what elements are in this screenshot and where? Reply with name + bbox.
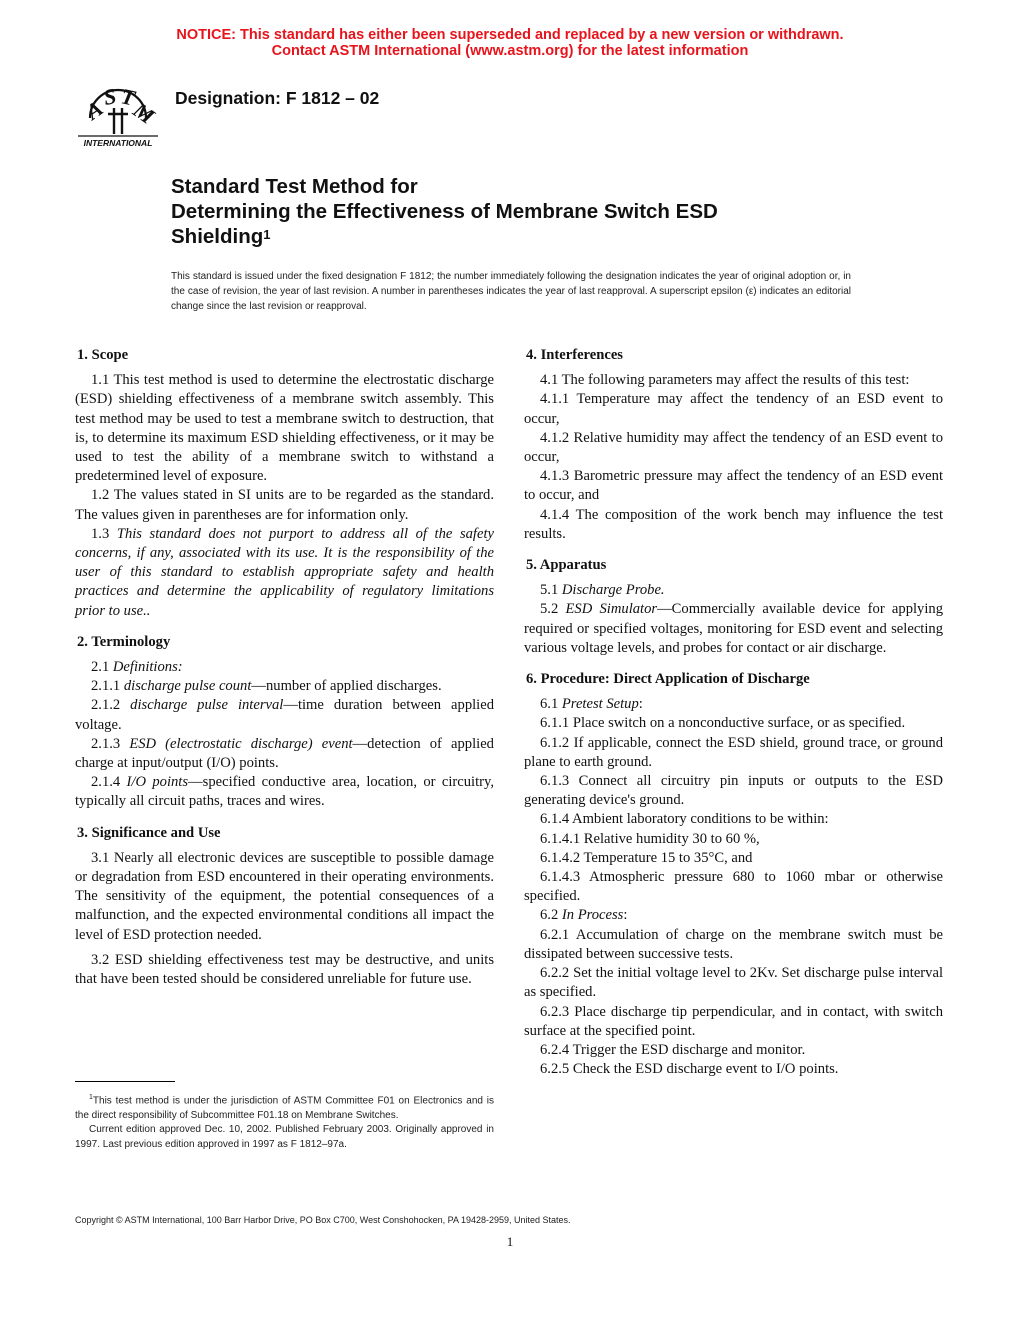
paragraph-6-1-2: 6.1.2 If applicable, connect the ESD shield, ground trace, or ground plane to earth ground. <box>524 734 943 770</box>
paragraph-6-1-1: 6.1.1 Place switch on a nonconductive surface, or as specified. <box>540 715 906 732</box>
page-number: 1 <box>506 1234 514 1249</box>
paragraph-4-1-3: 4.1.3 Barometric pressure may affect the tendency of an ESD event to occur, and <box>524 468 943 504</box>
paragraph-6-2-3: 6.2.3 Place discharge tip perpendicular, and in contact, with switch surface at the specified point. <box>524 1003 943 1039</box>
footnote <box>75 1091 494 1152</box>
paragraph-2-1-4: 2.1.4 I/O points—specified conductive area, location, or circuitry, typically all circuit paths, traces and wires. <box>75 774 494 810</box>
right-column <box>524 346 943 1079</box>
title-line-3 <box>171 224 931 249</box>
paragraph-1-3: 1.3 This standard does not purport to address all of the safety concerns, if any, associated with its use. It is the responsibility of the user of this standard to establish appropriate safety and health practices and determine the applicability of regulatory limitations prior to use.. <box>75 525 494 619</box>
footnote-divider <box>75 1081 175 1082</box>
section-heading-terminology: 2. Terminology <box>77 633 171 650</box>
section-heading-apparatus: 5. Apparatus <box>526 557 607 574</box>
issued-note: This standard is issued under the fixed designation F 1812; the number immediately following the designation indicates the year of original adoption or, in the case of revision, the year of last revision. A number in parentheses indicates the year of last reapproval. A superscript epsilon (ε) indicates an editorial change since the last revision or reapproval. <box>171 271 851 312</box>
paragraph-6-2-2: 6.2.2 Set the initial voltage level to 2Kv. Set discharge pulse interval as specified. <box>524 965 943 1001</box>
paragraph-2-1-2: 2.1.2 discharge pulse interval—time duration between applied voltage. <box>75 697 495 733</box>
paragraph-1-2: 1.2 The values stated in SI units are to be regarded as the standard. The values given in parentheses are for information only. <box>75 487 494 523</box>
astm-logo-icon <box>76 78 160 150</box>
notice-line-2: Contact ASTM International (www.astm.org) for the latest information <box>271 43 749 59</box>
section-heading-interferences: 4. Interferences <box>526 347 623 363</box>
paragraph-6-1-3: 6.1.3 Connect all circuitry pin inputs or outputs to the ESD generating device's ground. <box>524 773 943 809</box>
left-column <box>75 346 494 989</box>
title-line-1: Standard Test Method for <box>171 175 418 198</box>
paragraph-3-2: 3.2 ESD shielding effectiveness test may be destructive, and units that have been tested should be considered unreliable for future use. <box>75 951 494 988</box>
paragraph-3-1: 3.1 Nearly all electronic devices are susceptible to possible damage or degradation from ESD encountered in their operating environments. The sensitivity of the equipment, the potential consequences of a malfunction, and the expected environmental conditions all impact the level of ESD protection needed. <box>75 849 494 943</box>
paragraph-4-1-2: 4.1.2 Relative humidity may affect the tendency of an ESD event to occur, <box>524 429 943 466</box>
paragraph-6-2-1: 6.2.1 Accumulation of charge on the membrane switch must be dissipated between successive tests. <box>524 926 943 962</box>
paragraph-6-1-4-2: 6.1.4.2 Temperature 15 to 35°C, and <box>540 849 753 866</box>
title-footnote-mark: 1 <box>263 227 271 242</box>
notice-line-1: NOTICE: This standard has either been superseded and replaced by a new version or withdrawn. <box>176 27 844 43</box>
svg-text:S: S <box>101 83 119 111</box>
title-line-2: Determining the Effectiveness of Membrane Switch ESD <box>171 200 718 223</box>
paragraph-6-1-4: 6.1.4 Ambient laboratory conditions to be within: <box>540 811 829 828</box>
svg-text:A: A <box>81 95 108 125</box>
paragraph-1-1: 1.1 This test method is used to determine the electrostatic discharge (ESD) shielding effectiveness of a membrane switch assembly. This test method may be used to test a membrane switch to destruction, that is, to determine its maximum ESD shielding effectiveness, or it may be used to test the ability of a membrane switch to withstand a predetermined level of exposure. <box>75 372 494 485</box>
copyright: Copyright © ASTM International, 100 Barr Harbor Drive, PO Box C700, West Conshohocken, PA 19428-2959, United States. <box>75 1215 571 1225</box>
paragraph-2-1-1: 2.1.1 discharge pulse count—number of applied discharges. <box>91 678 442 695</box>
footnote-text-2: Current edition approved Dec. 10, 2002. Published February 2003. Originally approved in 1997. Last previous edition approved in 1997 as F 1812–97a. <box>75 1124 494 1150</box>
paragraph-6-1-4-3: 6.1.4.3 Atmospheric pressure 680 to 1060 mbar or otherwise specified. <box>524 869 943 905</box>
paragraph-5-2: 5.2 ESD Simulator—Commercially available device for applying required or specified voltages, monitoring for ESD event and selecting various voltage levels, and probes for contact or air discharge. <box>524 601 944 656</box>
logo-subtext: INTERNATIONAL <box>83 138 153 148</box>
paragraph-2-1-3: 2.1.3 ESD (electrostatic discharge) event—detection of applied charge at input/output (I/O) points. <box>75 735 494 772</box>
paragraph-6-1: 6.1 Pretest Setup: <box>540 696 643 713</box>
paragraph-4-1: 4.1 The following parameters may affect the results of this test: <box>540 372 910 389</box>
footnote-text-1: $^1$This test method is under the jurisdiction of ASTM Committee F01 on Electronics and is the direct responsibility of Subcommittee F01.18 on Membrane Switches. <box>75 1094 494 1121</box>
paragraph-6-2-5: 6.2.5 Check the ESD discharge event to I/O points. <box>540 1061 839 1078</box>
paragraph-6-2-4: 6.2.4 Trigger the ESD discharge and monitor. <box>540 1041 806 1058</box>
section-heading-scope: 1. Scope <box>77 347 129 363</box>
designation: Designation: F 1812 – 02 <box>175 88 380 108</box>
paragraph-2-1: 2.1 Definitions: <box>91 659 183 676</box>
document-title <box>171 174 931 249</box>
title-line-3-text: Shielding <box>171 225 264 248</box>
section-heading-procedure: 6. Procedure: Direct Application of Discharge <box>526 671 810 688</box>
paragraph-4-1-1: 4.1.1 Temperature may affect the tendency of an ESD event to occur, <box>524 391 943 427</box>
paragraph-6-2: 6.2 In Process: <box>540 907 628 924</box>
paragraph-6-1-4-1: 6.1.4.1 Relative humidity 30 to 60 %, <box>540 830 760 847</box>
withdrawal-notice <box>0 27 1020 59</box>
paragraph-4-1-4: 4.1.4 The composition of the work bench may influence the test results. <box>524 506 943 542</box>
svg-text:T: T <box>118 83 138 111</box>
paragraph-5-1: 5.1 Discharge Probe. <box>540 582 665 599</box>
svg-text:M: M <box>128 97 160 129</box>
section-heading-significance: 3. Significance and Use <box>77 824 221 841</box>
